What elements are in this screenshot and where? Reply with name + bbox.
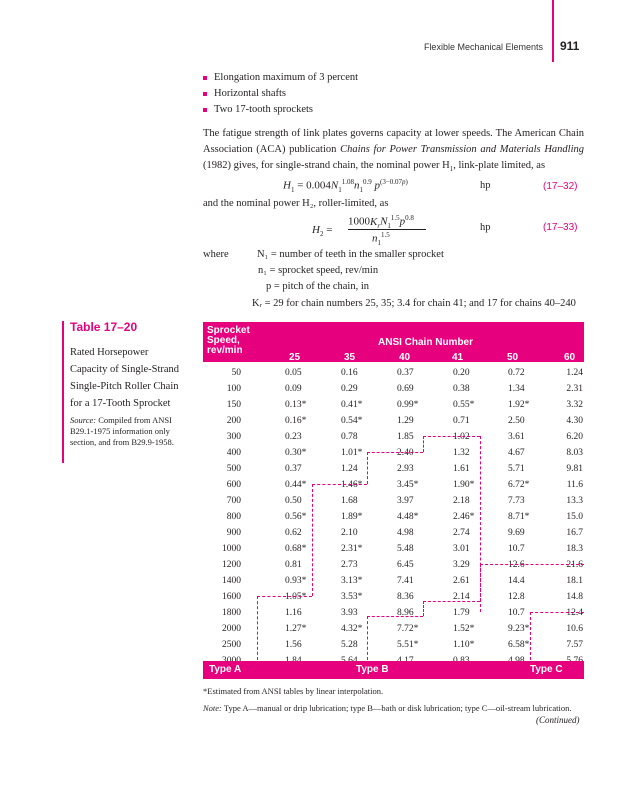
hp-cell: 18.3: [566, 544, 583, 554]
column-header: 60: [564, 352, 576, 363]
hp-cell: 8.96: [397, 608, 414, 618]
hp-cell: 1.79: [453, 608, 470, 618]
hp-cell: 1.24: [566, 368, 583, 378]
hp-cell: 4.32*: [341, 624, 363, 634]
hp-cell: 1.90*: [453, 480, 475, 490]
equation-intro: and the nominal power H₂, roller-limited, as: [203, 198, 389, 209]
hp-cell: 9.81: [566, 464, 583, 474]
hp-cell: 4.98: [397, 528, 414, 538]
hp-cell: 1.56: [285, 640, 302, 650]
variable-definition: Kᵣ = 29 for chain numbers 25, 35; 3.4 for chain 41; and 17 for chains 40–240: [252, 298, 576, 309]
hp-cell: 5.51*: [397, 640, 419, 650]
hp-cell: 0.68*: [285, 544, 307, 554]
hp-cell: 2.10: [341, 528, 358, 538]
hp-cell: 3.13*: [341, 576, 363, 586]
hp-cell: 3.93: [341, 608, 358, 618]
hp-cell: 5.71: [508, 464, 525, 474]
header-divider: [552, 0, 554, 62]
publication-title: Chains for Power Transmission and Materials Handling: [340, 144, 584, 155]
column-header: 50: [507, 352, 519, 363]
speed-cell: 2000: [222, 624, 241, 634]
hp-cell: 6.20: [566, 432, 583, 442]
hp-cell: 3.01: [453, 544, 470, 554]
hp-cell: 4.48*: [397, 512, 419, 522]
hp-cell: 3.61: [508, 432, 525, 442]
table-row: [203, 480, 584, 496]
hp-cell: 2.31: [566, 384, 583, 394]
table-label: Table 17–20: [70, 320, 138, 334]
table-row: [203, 384, 584, 400]
type-boundary: [367, 616, 423, 617]
table-row: [203, 528, 584, 544]
equation-link-plate: $H_1 = 0.004N_1^{1.08}n_1^{0.9}$ $p^{(3-0.07p)}$: [283, 178, 408, 194]
hp-cell: 1.32: [453, 448, 470, 458]
hp-cell: 0.16*: [285, 416, 307, 426]
hp-cell: 2.74: [453, 528, 470, 538]
type-b-label: Type B: [356, 664, 389, 675]
hp-cell: 10.6: [566, 624, 583, 634]
hp-cell: 15.0: [566, 512, 583, 522]
hp-cell: 18.1: [566, 576, 583, 586]
hp-cell: 3.29: [453, 560, 470, 570]
table-row: [203, 640, 584, 656]
speed-header: Sprocket Speed, rev/min: [207, 325, 250, 356]
hp-cell: 13.3: [566, 496, 583, 506]
table-source: Source: Compiled from ANSI B29.1-1975 information only section, and from B29.9-1958.: [70, 415, 174, 447]
hp-cell: 8.71*: [508, 512, 530, 522]
table-row: [203, 576, 584, 592]
list-item: Elongation maximum of 3 percent: [203, 70, 358, 86]
footnote-star: *Estimated from ANSI tables by linear interpolation.: [203, 686, 384, 696]
hp-cell: 1.05*: [285, 592, 307, 602]
speed-cell: 800: [226, 512, 241, 522]
hp-cell: 2.18: [453, 496, 470, 506]
column-header: 35: [344, 352, 356, 363]
hp-cell: 1.27*: [285, 624, 307, 634]
hp-cell: 14.8: [566, 592, 583, 602]
type-a-label: Type A: [209, 664, 242, 675]
speed-cell: 200: [226, 416, 241, 426]
type-boundary: [367, 616, 368, 660]
footnote-note: Note: Type A—manual or drip lubrication; type B—bath or disk lubrication; type C—oil-stream lubrication.: [203, 703, 572, 713]
type-boundary: [530, 612, 531, 660]
hp-cell: 7.57: [566, 640, 583, 650]
hp-cell: 1.02: [453, 432, 470, 442]
hp-cell: 0.93*: [285, 576, 307, 586]
speed-cell: 300: [226, 432, 241, 442]
list-item: Two 17-tooth sprockets: [203, 102, 358, 118]
table-row: [203, 464, 584, 480]
hp-cell: 9.69: [508, 528, 525, 538]
hp-cell: 0.44*: [285, 480, 307, 490]
hp-cell: 2.14: [453, 592, 470, 602]
hp-cell: 2.61: [453, 576, 470, 586]
hp-cell: 8.03: [566, 448, 583, 458]
variable-definition: n₁ = sprocket speed, rev/min: [258, 265, 379, 276]
where-label: where: [203, 249, 229, 260]
hp-cell: 3.53*: [341, 592, 363, 602]
hp-cell: 1.52*: [453, 624, 475, 634]
speed-cell: 1800: [222, 608, 241, 618]
type-boundary: [423, 601, 424, 616]
table-header: [203, 322, 584, 362]
hp-cell: 0.37: [397, 368, 414, 378]
ansi-group-header: ANSI Chain Number: [378, 337, 474, 348]
hp-cell: 0.20: [453, 368, 470, 378]
speed-cell: 50: [231, 368, 241, 378]
continued-label: (Continued): [536, 715, 580, 725]
type-boundary: [423, 436, 424, 452]
speed-cell: 150: [226, 400, 241, 410]
hp-cell: 0.54*: [341, 416, 363, 426]
type-boundary: [367, 452, 368, 484]
hp-cell: 0.62: [285, 528, 302, 538]
hp-cell: 14.4: [508, 576, 525, 586]
assumption-list: [203, 70, 358, 118]
speed-cell: 1600: [222, 592, 241, 602]
hp-cell: 9.23*: [508, 624, 530, 634]
equation-roller: $H_2$ = $1000K_rN_1^{1.5}p^{0.8}$ $n_1^{1.5}$: [312, 214, 432, 248]
hp-cell: 1.46*: [341, 480, 363, 490]
hp-cell: 1.61: [453, 464, 470, 474]
hp-cell: 0.30*: [285, 448, 307, 458]
hp-cell: 1.01*: [341, 448, 363, 458]
speed-cell: 700: [226, 496, 241, 506]
type-boundary: [423, 436, 480, 437]
type-boundary: [480, 564, 481, 612]
table-row: [203, 400, 584, 416]
hp-cell: 0.41*: [341, 400, 363, 410]
hp-cell: 21.6: [566, 560, 583, 570]
hp-cell: 7.73: [508, 496, 525, 506]
hp-cell: 16.7: [566, 528, 583, 538]
hp-cell: 12.6: [508, 560, 525, 570]
hp-cell: 0.99*: [397, 400, 419, 410]
column-header: 25: [289, 352, 301, 363]
hp-cell: 2.73: [341, 560, 358, 570]
hp-cell: 5.48: [397, 544, 414, 554]
hp-cell: 6.45: [397, 560, 414, 570]
hp-cell: 0.56*: [285, 512, 307, 522]
hp-cell: 12.4: [566, 608, 583, 618]
hp-cell: 7.41: [397, 576, 414, 586]
type-boundary: [257, 596, 312, 597]
table-row: [203, 416, 584, 432]
table-row: [203, 496, 584, 512]
hp-cell: 0.50: [285, 496, 302, 506]
body-paragraph: The fatigue strength of link plates governs capacity at lower speeds. The American Chain Association (ACA) publication Chains for Power Transmission and Materials Handling (1982) gives, for single-strand chain, the nominal power $H_1$, link-plate limited, as: [203, 128, 584, 174]
table-row: [203, 544, 584, 560]
hp-cell: 6.72*: [508, 480, 530, 490]
variable-definition: N₁ = number of teeth in the smaller sprocket: [257, 249, 444, 260]
hp-cell: 0.71: [453, 416, 470, 426]
table-row: [203, 560, 584, 576]
type-boundary: [312, 484, 313, 596]
speed-cell: 1400: [222, 576, 241, 586]
variable-definition: p = pitch of the chain, in: [266, 281, 370, 292]
hp-cell: 0.29: [341, 384, 358, 394]
table-row: [203, 432, 584, 448]
speed-cell: 500: [226, 464, 241, 474]
hp-cell: 0.37: [285, 464, 302, 474]
hp-cell: 4.67: [508, 448, 525, 458]
type-boundary: [257, 596, 258, 660]
hp-cell: 12.8: [508, 592, 525, 602]
speed-cell: 900: [226, 528, 241, 538]
hp-cell: 2.50: [508, 416, 525, 426]
page-number: 911: [560, 39, 580, 53]
table-caption: Rated Horsepower Capacity of Single-Strand Single-Pitch Roller Chain for a 17-Tooth Sprocket: [70, 347, 180, 409]
table-row: [203, 592, 584, 608]
speed-cell: 1000: [222, 544, 241, 554]
table-row: [203, 448, 584, 464]
column-header: 41: [452, 352, 464, 363]
hp-cell: 3.45*: [397, 480, 419, 490]
table-row: [203, 624, 584, 640]
hp-cell: 1.85: [397, 432, 414, 442]
hp-cell: 0.13*: [285, 400, 307, 410]
hp-cell: 3.97: [397, 496, 414, 506]
hp-cell: 0.78: [341, 432, 358, 442]
column-header: 40: [399, 352, 411, 363]
hp-cell: 3.32: [566, 400, 583, 410]
speed-cell: 2500: [222, 640, 241, 650]
hp-cell: 0.09: [285, 384, 302, 394]
type-boundary: [480, 564, 584, 565]
hp-cell: 2.93: [397, 464, 414, 474]
unit-label: hp: [480, 222, 491, 233]
speed-cell: 400: [226, 448, 241, 458]
type-boundary: [312, 484, 367, 485]
type-c-label: Type C: [530, 664, 563, 675]
hp-cell: 0.16: [341, 368, 358, 378]
hp-cell: 1.16: [285, 608, 302, 618]
hp-cell: 8.36: [397, 592, 414, 602]
running-header-title: Flexible Mechanical Elements: [423, 42, 543, 52]
hp-cell: 1.68: [341, 496, 358, 506]
hp-cell: 0.69: [397, 384, 414, 394]
equation-number: (17–33): [543, 222, 578, 233]
type-boundary: [530, 612, 584, 613]
table-row: [203, 512, 584, 528]
hp-cell: 0.05: [285, 368, 302, 378]
hp-cell: 5.28: [341, 640, 358, 650]
hp-cell: 0.72: [508, 368, 525, 378]
unit-label: hp: [480, 180, 491, 191]
hp-cell: 4.30: [566, 416, 583, 426]
hp-cell: 1.10*: [453, 640, 475, 650]
table-row: [203, 368, 584, 384]
list-item: Horizontal shafts: [203, 86, 358, 102]
hp-cell: 0.81: [285, 560, 302, 570]
hp-cell: 2.46*: [453, 512, 475, 522]
hp-cell: 2.31*: [341, 544, 363, 554]
hp-cell: 0.23: [285, 432, 302, 442]
hp-cell: 11.6: [566, 480, 583, 490]
hp-cell: 1.89*: [341, 512, 363, 522]
hp-cell: 1.29: [397, 416, 414, 426]
hp-cell: 1.24: [341, 464, 358, 474]
caption-rule: [62, 321, 64, 463]
speed-cell: 600: [226, 480, 241, 490]
hp-cell: 1.34: [508, 384, 525, 394]
speed-cell: 100: [226, 384, 241, 394]
hp-cell: 10.7: [508, 544, 525, 554]
type-boundary: [423, 601, 480, 602]
type-boundary: [367, 452, 423, 453]
hp-cell: 10.7: [508, 608, 525, 618]
hp-cell: 2.40: [397, 448, 414, 458]
hp-cell: 7.72*: [397, 624, 419, 634]
speed-cell: 1200: [222, 560, 241, 570]
hp-cell: 0.55*: [453, 400, 475, 410]
hp-cell: 6.58*: [508, 640, 530, 650]
equation-number: (17–32): [543, 181, 578, 192]
hp-cell: 0.38: [453, 384, 470, 394]
lubrication-type-band: [203, 661, 584, 679]
hp-cell: 1.92*: [508, 400, 530, 410]
